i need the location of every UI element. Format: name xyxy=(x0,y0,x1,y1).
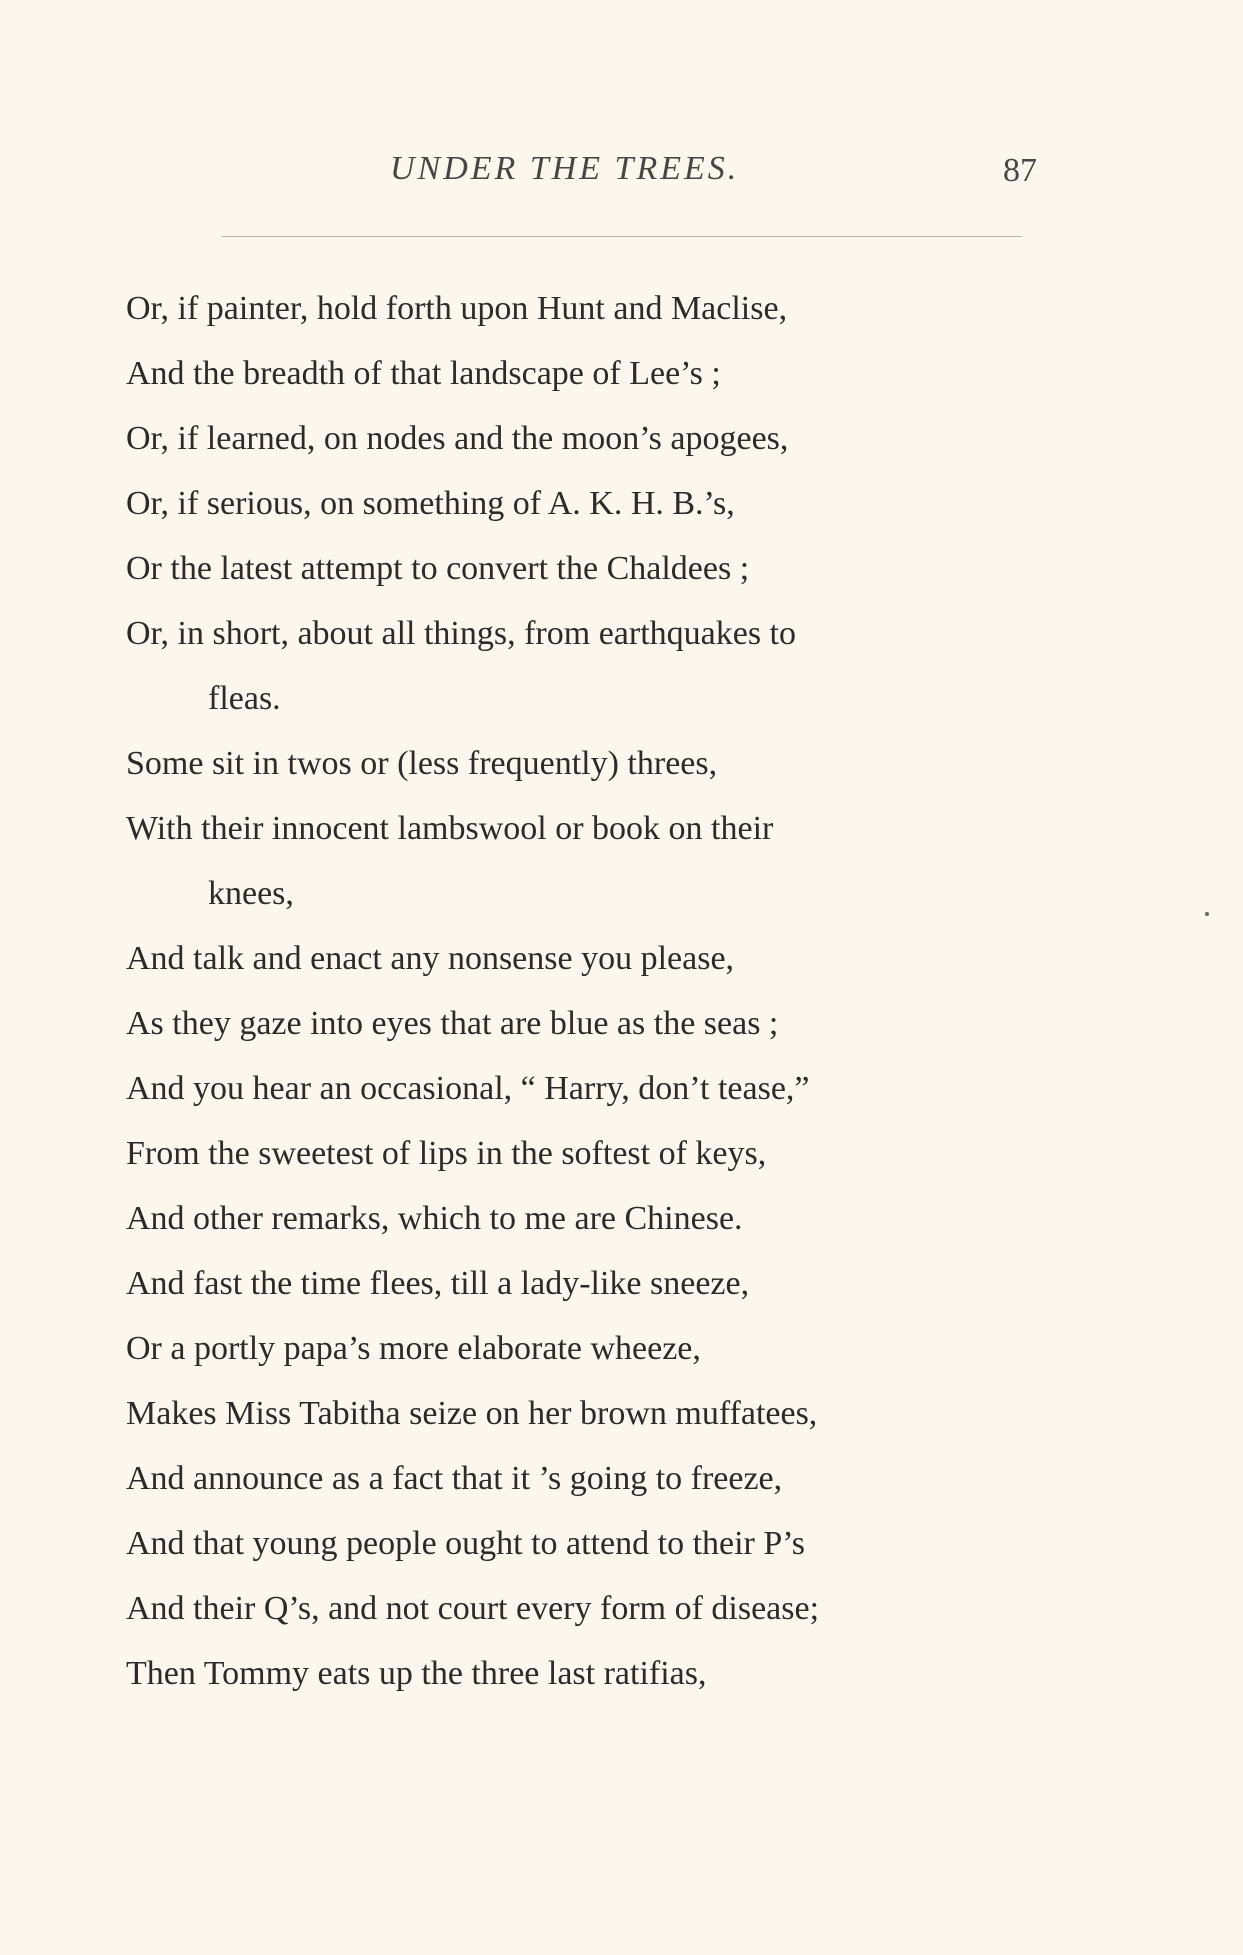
running-head xyxy=(0,150,1243,200)
poem-line: And the breadth of that landscape of Lee’s ; xyxy=(126,355,721,392)
poem-line: And you hear an occasional, “ Harry, don’t tease,” xyxy=(126,1070,810,1107)
poem-line: And their Q’s, and not court every form of disease; xyxy=(126,1590,820,1627)
poem-line-continuation: knees, xyxy=(208,875,294,912)
poem-line: Some sit in twos or (less frequently) threes, xyxy=(126,745,718,782)
poem-line: And fast the time flees, till a lady-like sneeze, xyxy=(126,1265,750,1302)
running-title: UNDER THE TREES. xyxy=(390,150,740,187)
poem-line: Or, in short, about all things, from earthquakes to xyxy=(126,615,797,652)
poem-line: And other remarks, which to me are Chinese. xyxy=(126,1200,743,1237)
poem-line: As they gaze into eyes that are blue as the seas ; xyxy=(126,1005,779,1042)
poem-line-continuation: fleas. xyxy=(208,680,281,717)
poem-line: From the sweetest of lips in the softest of keys, xyxy=(126,1135,767,1172)
poem-line: And that young people ought to attend to their P’s xyxy=(126,1525,805,1562)
poem-line: Makes Miss Tabitha seize on her brown muffatees, xyxy=(126,1395,818,1432)
page-number: 87 xyxy=(1003,152,1037,189)
poem-line: Or, if painter, hold forth upon Hunt and Maclise, xyxy=(126,290,788,327)
poem-line: Or, if learned, on nodes and the moon’s apogees, xyxy=(126,420,789,457)
poem-line: And announce as a fact that it ’s going to freeze, xyxy=(126,1460,783,1497)
poem-line: Or a portly papa’s more elaborate wheeze, xyxy=(126,1330,701,1367)
paper-speck xyxy=(1205,912,1209,916)
header-rule xyxy=(222,236,1022,237)
poem-line: Then Tommy eats up the three last ratifias, xyxy=(126,1655,707,1692)
poem-line: With their innocent lambswool or book on their xyxy=(126,810,774,847)
poem-line: Or, if serious, on something of A. K. H. B.’s, xyxy=(126,485,735,522)
poem-line: Or the latest attempt to convert the Chaldees ; xyxy=(126,550,750,587)
poem-line: And talk and enact any nonsense you please, xyxy=(126,940,735,977)
